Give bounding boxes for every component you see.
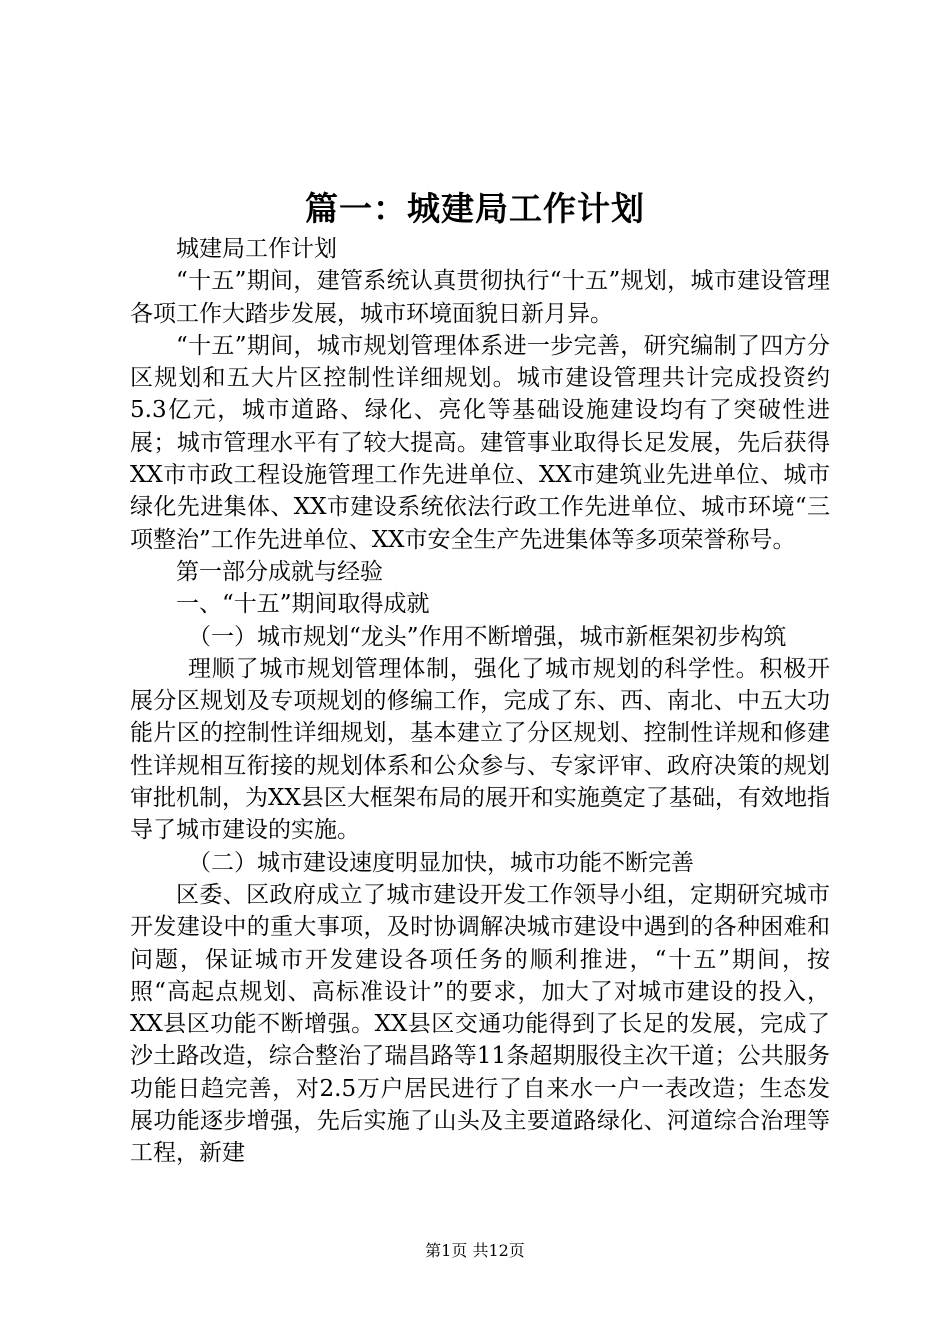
paragraph-intro: “十五”期间，建管系统认真贯彻执行“十五”规划，城市建设管理各项工作大踏步发展，城市环境面貌日新月异。 xyxy=(130,268,830,327)
section-heading-achievements: 一、“十五”期间取得成就 xyxy=(176,591,430,618)
paragraph-overview: “十五”期间，城市规划管理体系进一步完善，研究编制了四方分区规划和五大片区控制性详细规划。城市建设管理共计完成投资约5.3亿元，城市道路、绿化、亮化等基础设施建设均有了突破性进展；城市管理水平有了较大提高。建管事业取得长足发展，先后获得XX市市政工程设施管理工作先进单位、XX市建筑业先进单位、城市绿化先进集体、XX市建设系统依法行政工作先进单位、城市环境“三项整治”工作先进单位、XX市安全生产先进集体等多项荣誉称号。 xyxy=(130,332,830,553)
subsection-heading-construction: （二）城市建设速度明显加快，城市功能不断完善 xyxy=(188,849,694,876)
subsection-heading-planning: （一）城市规划“龙头”作用不断增强，城市新框架初步构筑 xyxy=(188,623,787,650)
paragraph-planning: 理顺了城市规划管理体制，强化了城市规划的科学性。积极开展分区规划及专项规划的修编工作，完成了东、西、南北、中五大功能片区的控制性详细规划，基本建立了分区规划、控制性详规和修建性详规相互衔接的规划体系和公众参与、专家评审、政府决策的规划审批机制，为XX县区大框架布局的展开和实施奠定了基础，有效地指导了城市建设的实施。 xyxy=(130,655,830,844)
document-body xyxy=(130,233,830,1170)
page-footer: 第1页 共12页 xyxy=(425,1241,525,1260)
paragraph-construction: 区委、区政府成立了城市建设开发工作领导小组，定期研究城市开发建设中的重大事项，及时协调解决城市建设中遇到的各种困难和问题，保证城市开发建设各项任务的顺利推进，“十五”期间，按照“高起点规划、高标准设计”的要求，加大了对城市建设的投入，XX县区功能不断增强。XX县区交通功能得到了长足的发展，完成了沙土路改造，综合整治了瑞昌路等11条超期服役主次干道；公共服务功能日趋完善，对2.5万户居民进行了自来水一户一表改造；生态发展功能逐步增强，先后实施了山头及主要道路绿化、河道综合治理等工程，新建 xyxy=(130,881,830,1167)
paragraph-heading-plan: 城建局工作计划 xyxy=(176,236,337,262)
document-title: 篇一：城建局工作计划 xyxy=(305,189,645,228)
section-heading-part-one: 第一部分成就与经验 xyxy=(176,558,383,585)
